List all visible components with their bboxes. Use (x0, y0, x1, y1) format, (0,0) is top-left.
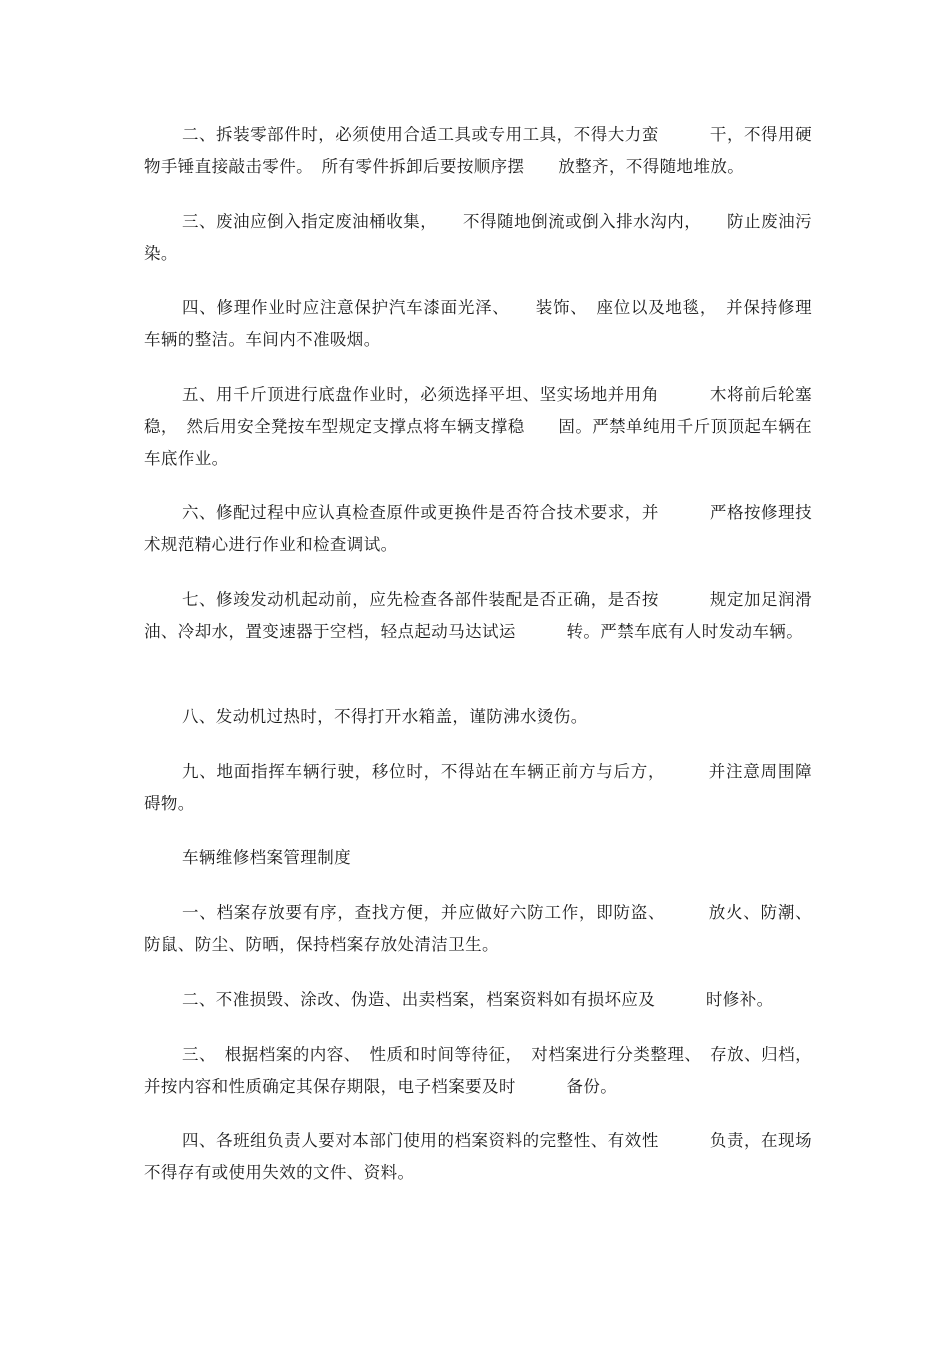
paragraph-7: 七、修竣发动机起动前，应先检查各部件装配是否正确，是否按 规定加足润滑油、冷却水，置变速器于空档，轻点起动马达试运 转。严禁车底有人时发动车辆。 (144, 590, 812, 641)
archive-paragraph-3: 三、 根据档案的内容、 性质和时间等待征， 对档案进行分类整理、 存放、归档，并按内容和性质确定其保存期限，电子档案要及时 备份。 (144, 1045, 812, 1096)
paragraph-5: 五、用千斤顶进行底盘作业时，必须选择平坦、坚实场地并用角 木将前后轮塞稳， 然后用安全凳按车型规定支撑点将车辆支撑稳 固。严禁单纯用千斤顶顶起车辆在车底作业。 (144, 385, 812, 468)
paragraph-2: 二、拆装零部件时，必须使用合适工具或专用工具，不得大力蛮 干，不得用硬物手锤直接敲击零件。 所有零件拆卸后要按顺序摆 放整齐，不得随地堆放。 (144, 125, 812, 176)
archive-paragraph-4: 四、各班组负责人要对本部门使用的档案资料的完整性、有效性 负责，在现场不得存有或使用失效的文件、资料。 (144, 1131, 812, 1182)
archive-paragraph-1: 一、档案存放要有序，查找方便，并应做好六防工作，即防盗、 放火、防潮、防鼠、防尘、防晒，保持档案存放处清洁卫生。 (144, 903, 812, 954)
paragraph-8: 八、发动机过热时，不得打开水箱盖，谨防沸水烫伤。 (182, 707, 588, 726)
paragraph-4: 四、修理作业时应注意保护汽车漆面光泽、 装饰、 座位以及地毯， 并保持修理车辆的整洁。车间内不准吸烟。 (144, 298, 812, 349)
section-title: 车辆维修档案管理制度 (182, 848, 351, 867)
paragraph-3: 三、废油应倒入指定废油桶收集， 不得随地倒流或倒入排水沟内， 防止废油污染。 (144, 212, 812, 263)
archive-paragraph-2: 二、不准损毁、涂改、伪造、出卖档案，档案资料如有损坏应及 时修补。 (182, 990, 774, 1009)
paragraph-9: 九、地面指挥车辆行驶，移位时，不得站在车辆正前方与后方， 并注意周围障碍物。 (144, 762, 812, 813)
paragraph-6: 六、修配过程中应认真检查原件或更换件是否符合技术要求，并 严格按修理技术规范精心进行作业和检查调试。 (144, 503, 812, 554)
